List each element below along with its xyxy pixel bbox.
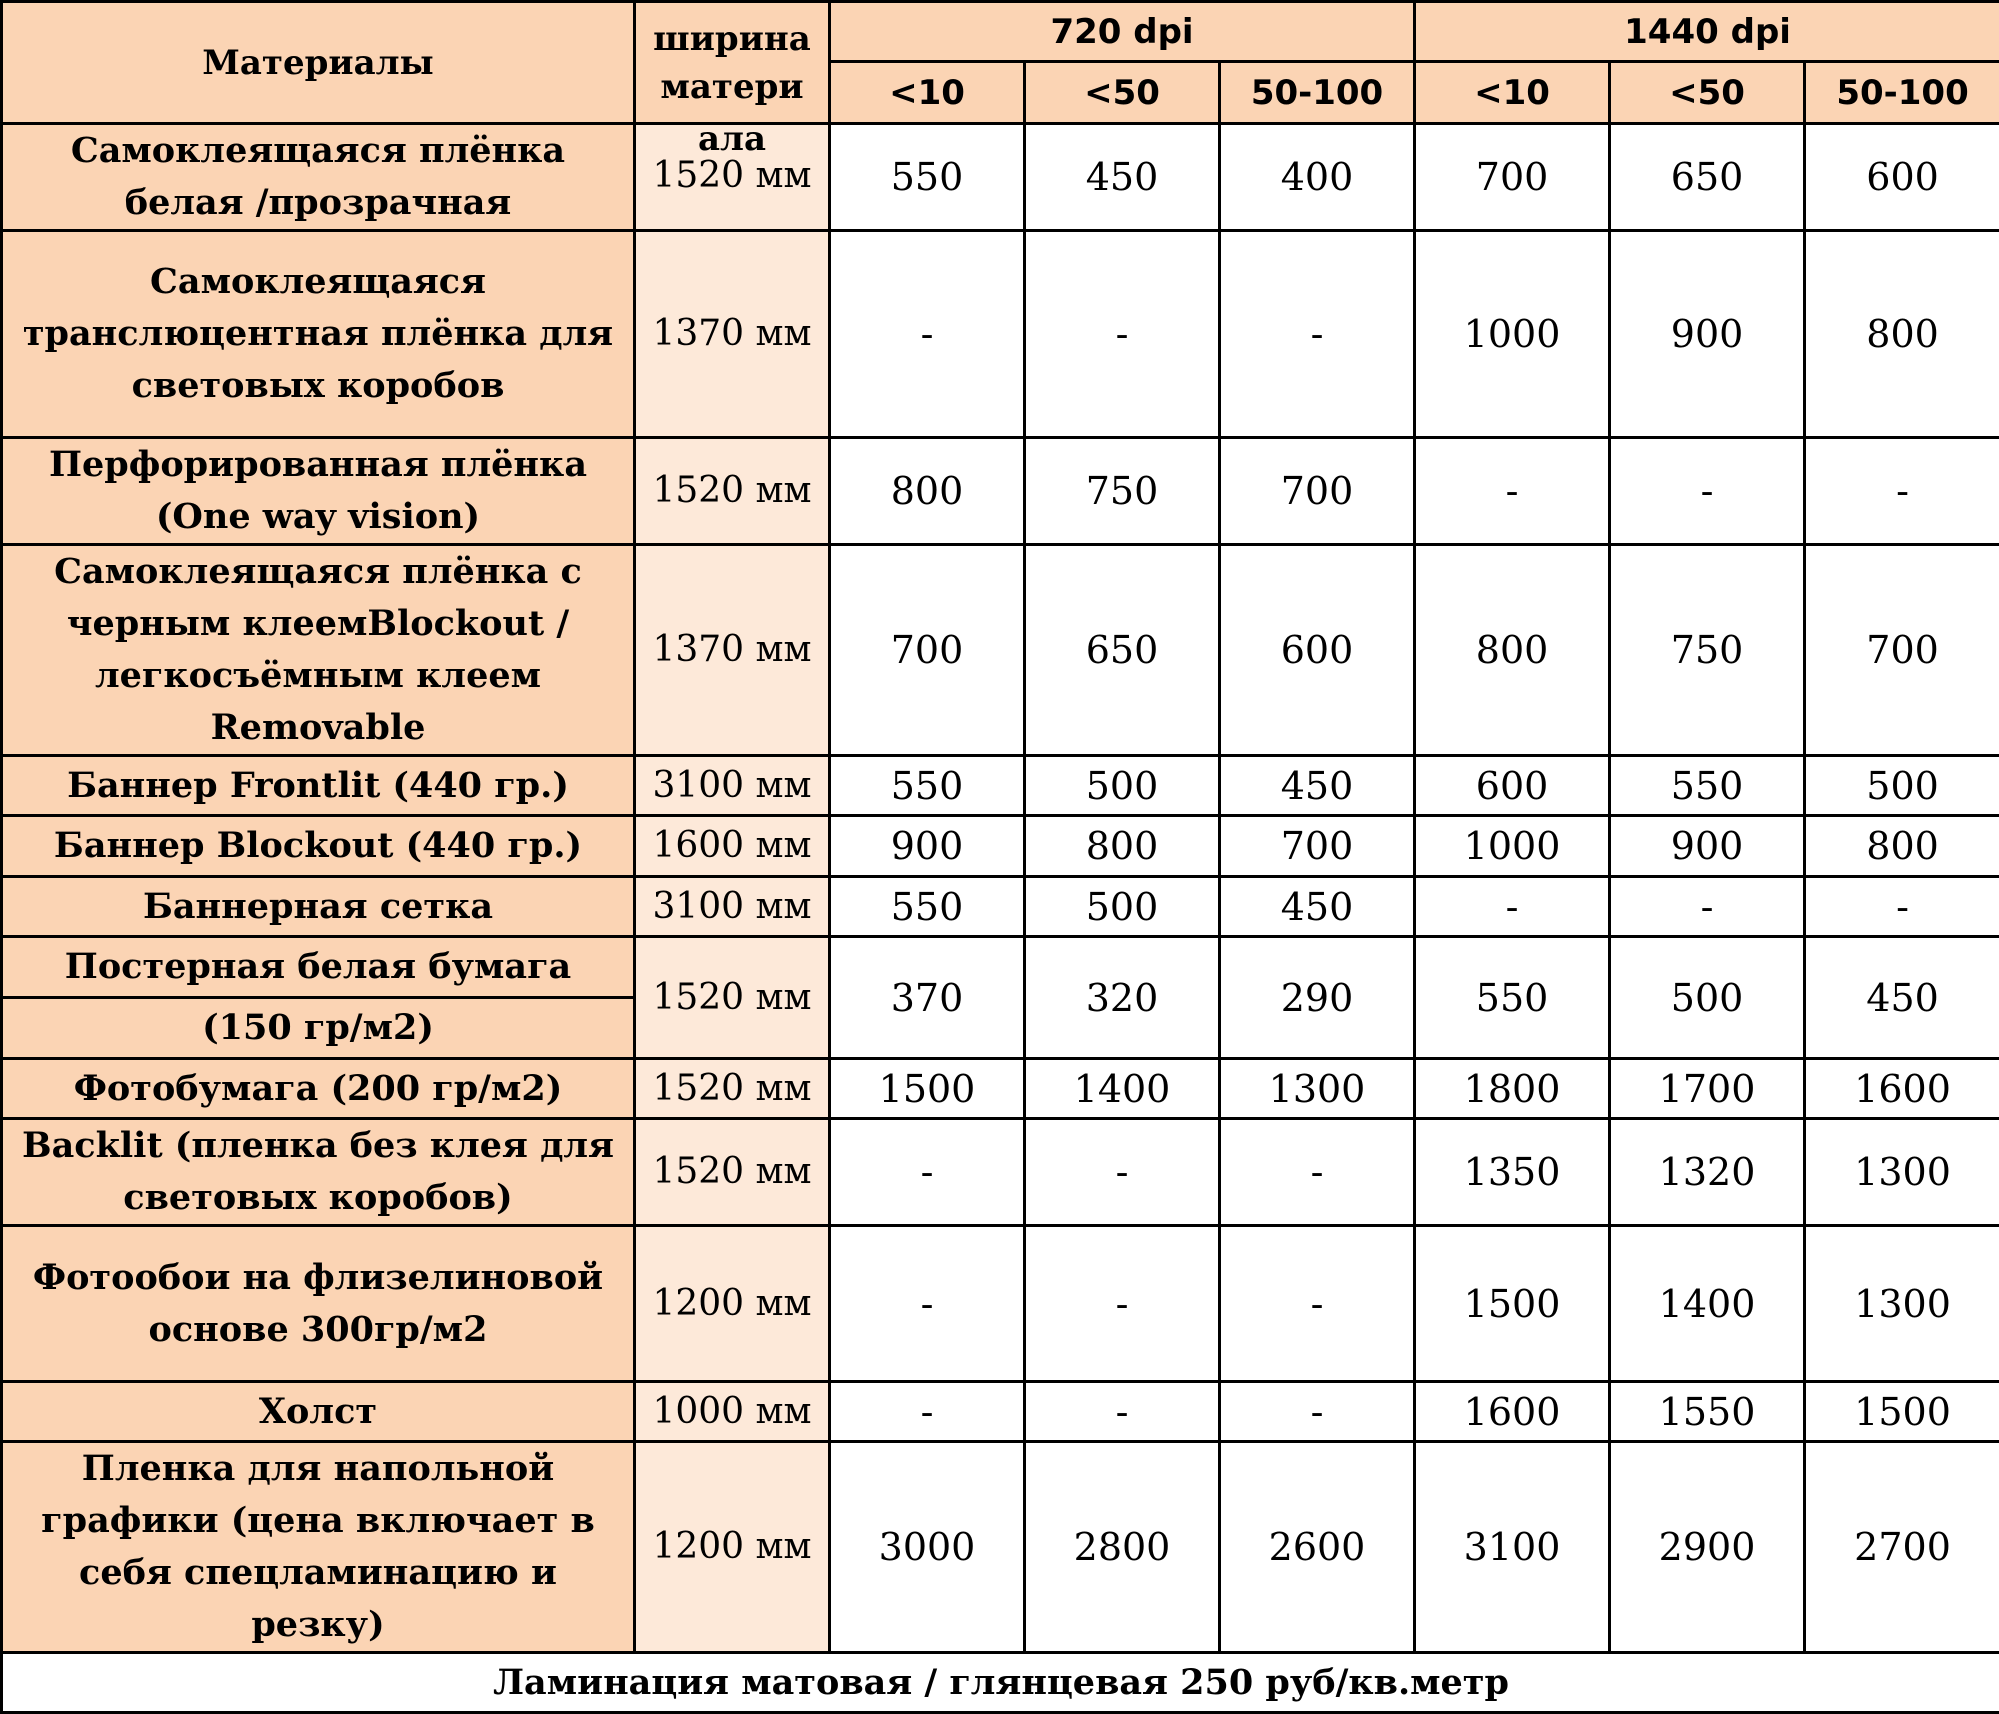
price-cell: 900 bbox=[1610, 231, 1805, 438]
tier-header: <50 bbox=[1025, 62, 1220, 124]
material-name: Баннерная сетка bbox=[2, 877, 635, 937]
material-width: 1200 мм bbox=[635, 1442, 830, 1653]
material-width: 1520 мм bbox=[635, 1059, 830, 1119]
price-cell: - bbox=[1025, 1119, 1220, 1226]
table-row bbox=[2, 231, 1999, 438]
price-cell: - bbox=[1805, 877, 1999, 937]
table-row bbox=[2, 816, 1999, 877]
price-cell: 1600 bbox=[1805, 1059, 1999, 1119]
table-row bbox=[2, 756, 1999, 816]
price-cell: 600 bbox=[1220, 545, 1415, 756]
table-row bbox=[2, 1382, 1999, 1442]
price-cell: - bbox=[830, 1119, 1025, 1226]
material-width: 1600 мм bbox=[635, 816, 830, 877]
price-cell: 1400 bbox=[1025, 1059, 1220, 1119]
tier-header: <50 bbox=[1610, 62, 1805, 124]
price-cell: 1500 bbox=[1415, 1226, 1610, 1382]
price-cell: 700 bbox=[1220, 816, 1415, 877]
price-cell: 800 bbox=[1805, 816, 1999, 877]
price-cell: - bbox=[1610, 438, 1805, 545]
price-cell: - bbox=[830, 1382, 1025, 1442]
price-cell: 1350 bbox=[1415, 1119, 1610, 1226]
table-row bbox=[2, 877, 1999, 937]
price-cell: 1400 bbox=[1610, 1226, 1805, 1382]
price-cell: - bbox=[1220, 1226, 1415, 1382]
price-cell: 1600 bbox=[1415, 1382, 1610, 1442]
price-cell: - bbox=[1415, 438, 1610, 545]
material-name: Самоклеящаяся плёнка с черным клеемBlockout /легкосъёмным клеем Removable bbox=[2, 545, 635, 756]
table-row bbox=[2, 438, 1999, 545]
width-header-tail: ала bbox=[636, 128, 828, 150]
price-cell: 800 bbox=[1025, 816, 1220, 877]
price-cell: 650 bbox=[1610, 124, 1805, 231]
price-cell: 500 bbox=[1025, 877, 1220, 937]
dpi-1440-header: 1440 dpi bbox=[1415, 2, 1999, 62]
material-name: Баннер Frontlit (440 гр.) bbox=[2, 756, 635, 816]
price-cell: 750 bbox=[1610, 545, 1805, 756]
material-width: ала 1520 мм bbox=[635, 124, 830, 231]
price-cell: 2600 bbox=[1220, 1442, 1415, 1653]
dpi-720-header: 720 dpi bbox=[830, 2, 1415, 62]
price-cell: - bbox=[1220, 1119, 1415, 1226]
price-cell: 500 bbox=[1025, 756, 1220, 816]
price-cell: 1000 bbox=[1415, 231, 1610, 438]
price-cell: 1300 bbox=[1805, 1119, 1999, 1226]
price-cell: 1300 bbox=[1805, 1226, 1999, 1382]
price-cell: 600 bbox=[1415, 756, 1610, 816]
price-cell: - bbox=[1610, 877, 1805, 937]
price-cell: 550 bbox=[830, 877, 1025, 937]
material-name-line1: Постерная белая бумага bbox=[2, 937, 635, 998]
material-width: 1000 мм bbox=[635, 1382, 830, 1442]
price-cell: 1500 bbox=[830, 1059, 1025, 1119]
price-cell: 1000 bbox=[1415, 816, 1610, 877]
price-cell: 600 bbox=[1805, 124, 1999, 231]
price-cell: 700 bbox=[1220, 438, 1415, 545]
price-cell: 450 bbox=[1805, 937, 1999, 1059]
price-cell: 1700 bbox=[1610, 1059, 1805, 1119]
material-name: Перфорированная плёнка (One way vision) bbox=[2, 438, 635, 545]
material-name: Фотообои на флизелиновой основе 300гр/м2 bbox=[2, 1226, 635, 1382]
lamination-note: Ламинация матовая / глянцевая 250 руб/кв.метр bbox=[2, 1653, 1999, 1713]
footer-row bbox=[2, 1653, 1999, 1713]
table-row bbox=[2, 937, 1999, 998]
price-cell: 450 bbox=[1220, 756, 1415, 816]
material-width: 1200 мм bbox=[635, 1226, 830, 1382]
price-cell: 800 bbox=[1805, 231, 1999, 438]
material-name: Самоклеящаяся плёнка белая /прозрачная bbox=[2, 124, 635, 231]
price-cell: 400 bbox=[1220, 124, 1415, 231]
price-cell: 550 bbox=[1610, 756, 1805, 816]
price-cell: 550 bbox=[830, 124, 1025, 231]
table-row bbox=[2, 1119, 1999, 1226]
price-cell: - bbox=[830, 231, 1025, 438]
price-cell: 500 bbox=[1805, 756, 1999, 816]
material-width: 3100 мм bbox=[635, 756, 830, 816]
width-header: ширина матери bbox=[635, 2, 830, 124]
price-cell: - bbox=[830, 1226, 1025, 1382]
price-cell: 650 bbox=[1025, 545, 1220, 756]
materials-header: Материалы bbox=[2, 2, 635, 124]
material-name: Самоклеящаяся транслюцентная плёнка для световых коробов bbox=[2, 231, 635, 438]
price-cell: 290 bbox=[1220, 937, 1415, 1059]
price-cell: - bbox=[1415, 877, 1610, 937]
table-row bbox=[2, 1059, 1999, 1119]
price-cell: 550 bbox=[1415, 937, 1610, 1059]
material-name: Баннер Blockout (440 гр.) bbox=[2, 816, 635, 877]
price-cell: 700 bbox=[1805, 545, 1999, 756]
material-name: Пленка для напольной графики (цена включает в себя спецламинацию и резку) bbox=[2, 1442, 635, 1653]
price-cell: 1320 bbox=[1610, 1119, 1805, 1226]
material-width: 1370 мм bbox=[635, 231, 830, 438]
price-cell: 1550 bbox=[1610, 1382, 1805, 1442]
table-row bbox=[2, 1442, 1999, 1653]
price-cell: - bbox=[1025, 231, 1220, 438]
price-cell: - bbox=[1805, 438, 1999, 545]
price-cell: - bbox=[1220, 1382, 1415, 1442]
price-cell: 320 bbox=[1025, 937, 1220, 1059]
material-name: Backlit (пленка без клея для световых коробов) bbox=[2, 1119, 635, 1226]
price-cell: 370 bbox=[830, 937, 1025, 1059]
price-cell: 800 bbox=[1415, 545, 1610, 756]
tier-header: 50-100 bbox=[1805, 62, 1999, 124]
price-cell: - bbox=[1025, 1226, 1220, 1382]
price-cell: 750 bbox=[1025, 438, 1220, 545]
material-width: 1520 мм bbox=[635, 438, 830, 545]
price-cell: 700 bbox=[830, 545, 1025, 756]
price-cell: 2900 bbox=[1610, 1442, 1805, 1653]
material-width: 1520 мм bbox=[635, 1119, 830, 1226]
price-cell: 800 bbox=[830, 438, 1025, 545]
material-name-line2: (150 гр/м2) bbox=[2, 998, 635, 1059]
header-row-groups bbox=[2, 2, 1999, 62]
tier-header: <10 bbox=[830, 62, 1025, 124]
price-cell: 3000 bbox=[830, 1442, 1025, 1653]
price-cell: 550 bbox=[830, 756, 1025, 816]
price-cell: 1300 bbox=[1220, 1059, 1415, 1119]
tier-header: 50-100 bbox=[1220, 62, 1415, 124]
price-cell: - bbox=[1220, 231, 1415, 438]
price-cell: 2700 bbox=[1805, 1442, 1999, 1653]
price-cell: 3100 bbox=[1415, 1442, 1610, 1653]
table-row bbox=[2, 1226, 1999, 1382]
table-row bbox=[2, 545, 1999, 756]
price-cell: 2800 bbox=[1025, 1442, 1220, 1653]
tier-header: <10 bbox=[1415, 62, 1610, 124]
price-cell: 700 bbox=[1415, 124, 1610, 231]
material-name: Фотобумага (200 гр/м2) bbox=[2, 1059, 635, 1119]
price-cell: 900 bbox=[830, 816, 1025, 877]
table-row bbox=[2, 124, 1999, 231]
price-cell: 450 bbox=[1220, 877, 1415, 937]
price-cell: 500 bbox=[1610, 937, 1805, 1059]
price-cell: 1800 bbox=[1415, 1059, 1610, 1119]
material-width: 3100 мм bbox=[635, 877, 830, 937]
price-cell: 450 bbox=[1025, 124, 1220, 231]
price-cell: 900 bbox=[1610, 816, 1805, 877]
price-cell: - bbox=[1025, 1382, 1220, 1442]
material-width: 1520 мм bbox=[635, 937, 830, 1059]
price-cell: 1500 bbox=[1805, 1382, 1999, 1442]
material-name: Холст bbox=[2, 1382, 635, 1442]
material-width: 1370 мм bbox=[635, 545, 830, 756]
